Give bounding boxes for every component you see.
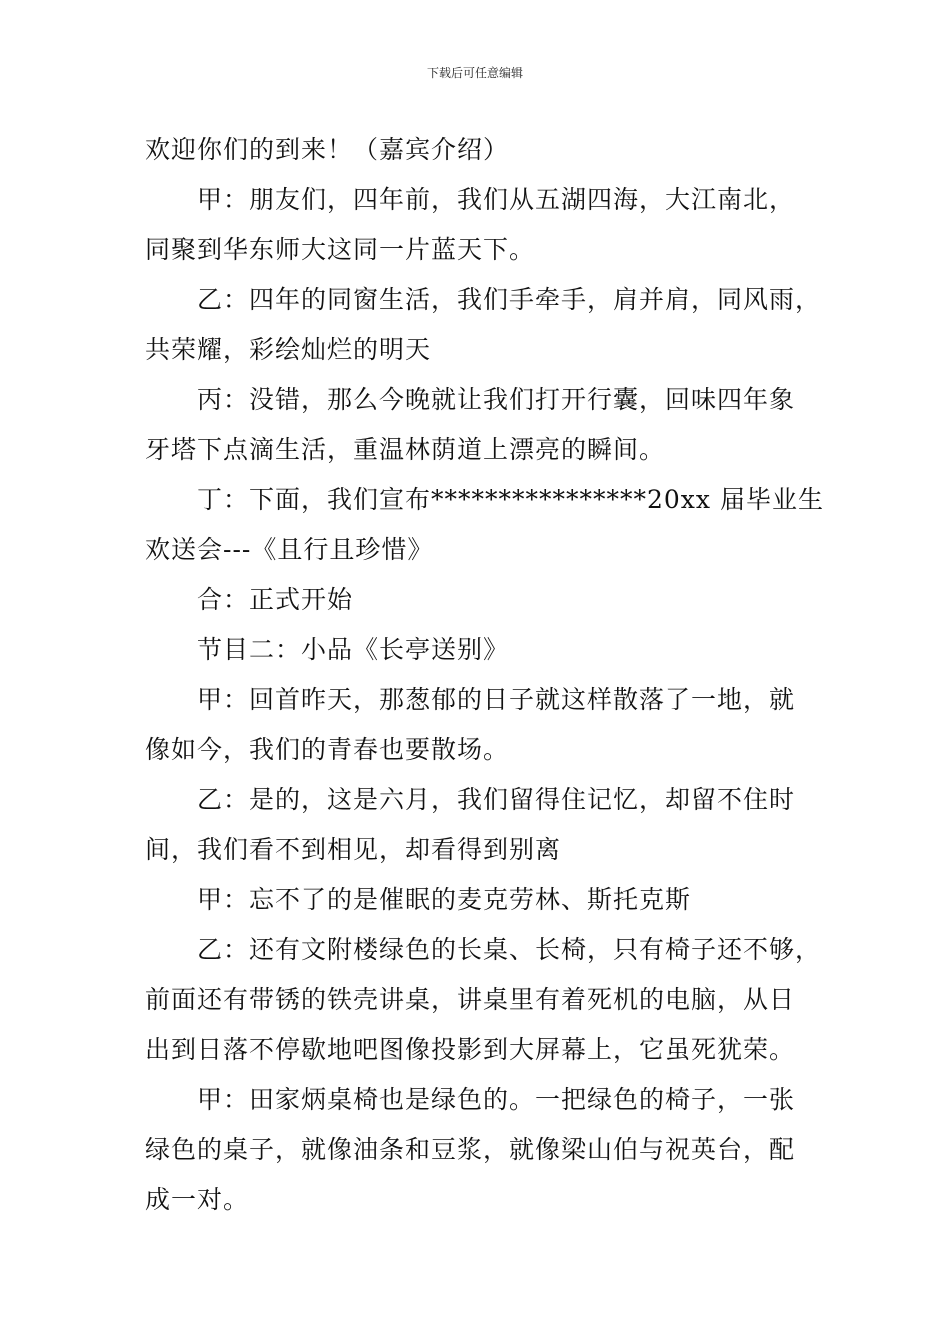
paragraph-line: 像如今，我们的青春也要散场。 [145,735,510,764]
paragraph [145,925,825,1075]
paragraph [145,375,825,475]
paragraph-line: 前面还有带锈的铁壳讲桌，讲桌里有着死机的电脑，从日 [145,985,796,1014]
paragraph [145,275,825,375]
paragraph-line: 欢送会---《且行且珍惜》 [145,535,434,564]
paragraph [145,675,825,775]
paragraph [145,1075,825,1225]
paragraph-line: 丙：没错，那么今晚就让我们打开行囊，回味四年象 [197,385,796,414]
paragraph [145,175,825,275]
paragraph-line: 欢迎你们的到来！（嘉宾介绍） [145,135,510,164]
paragraph-line: 合：正式开始 [197,585,354,614]
paragraph [145,775,825,875]
paragraph-line: 乙：还有文附楼绿色的长桌、长椅，只有椅子还不够， [197,935,822,964]
paragraph [145,575,825,625]
paragraph-line: 丁：下面，我们宣布****************20xx 届毕业生 [197,485,824,514]
document-body [145,125,825,1225]
paragraph [145,475,825,575]
paragraph-line: 乙：是的，这是六月，我们留得住记忆，却留不住时 [197,785,796,814]
paragraph-line: 牙塔下点滴生活，重温林荫道上漂亮的瞬间。 [145,435,666,464]
paragraph-line: 乙：四年的同窗生活，我们手牵手，肩并肩，同风雨， [197,285,822,314]
paragraph-line: 甲：田家炳桌椅也是绿色的。一把绿色的椅子，一张 [197,1085,796,1114]
page-header: 下载后可任意编辑 [426,66,523,80]
paragraph-line: 出到日落不停歇地吧图像投影到大屏幕上，它虽死犹荣。 [145,1035,796,1064]
paragraph-line: 节目二：小品《长亭送别》 [197,635,510,664]
paragraph [145,125,825,175]
paragraph-line: 绿色的桌子，就像油条和豆浆，就像梁山伯与祝英台，配 [145,1135,796,1164]
paragraph-line: 甲：回首昨天，那葱郁的日子就这样散落了一地，就 [197,685,796,714]
paragraph-line: 甲：朋友们，四年前，我们从五湖四海，大江南北， [197,185,796,214]
paragraph-line: 共荣耀，彩绘灿烂的明天 [145,335,432,364]
paragraph-line: 同聚到华东师大这同一片蓝天下。 [145,235,536,264]
paragraph-line: 甲：忘不了的是催眠的麦克劳林、斯托克斯 [197,885,692,914]
paragraph [145,625,825,675]
paragraph-line: 间，我们看不到相见，却看得到别离 [145,835,562,864]
paragraph [145,875,825,925]
paragraph-line: 成一对。 [145,1185,250,1214]
